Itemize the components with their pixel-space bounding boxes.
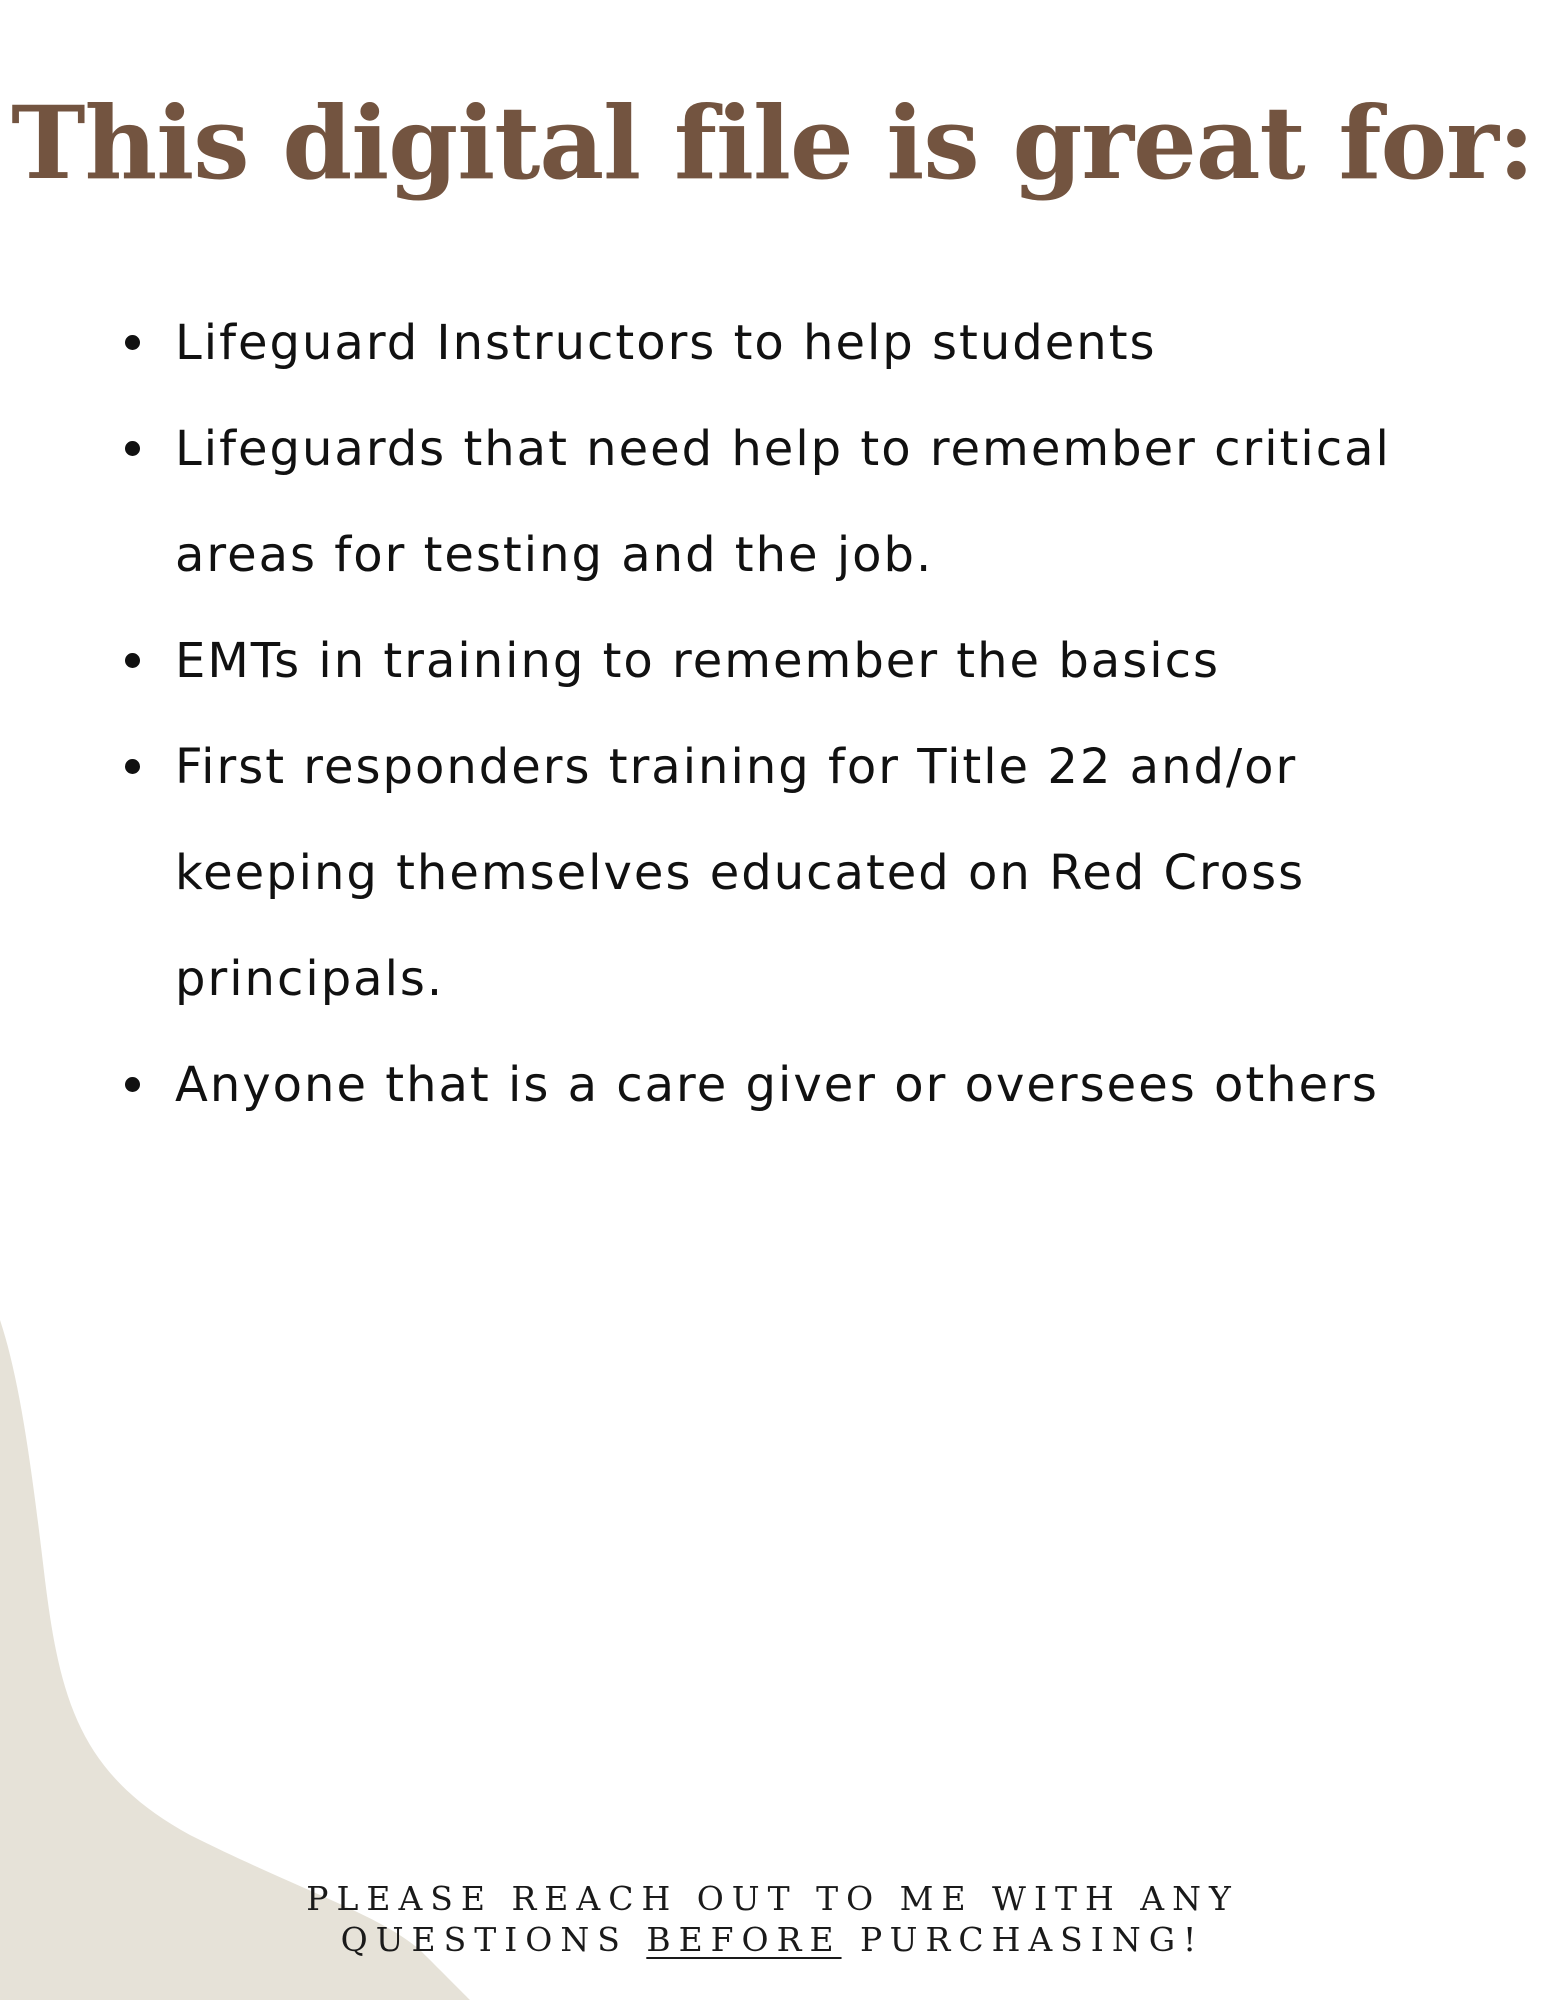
contact-note: [0, 1878, 1545, 1960]
emphasis-before: BEFORE: [646, 1920, 842, 1959]
contact-note-line-1: PLEASE REACH OUT TO ME WITH ANY: [306, 1879, 1239, 1918]
list-item-text: Lifeguard Instructors to help students: [175, 315, 1157, 371]
bullet-dot-icon: [125, 441, 140, 456]
bullet-dot-icon: [125, 759, 140, 774]
list-item: [175, 714, 1475, 1032]
list-item: [175, 1032, 1475, 1138]
contact-note-line-2: [0, 1919, 1545, 1960]
bullet-dot-icon: [125, 653, 140, 668]
bullet-dot-icon: [125, 335, 140, 350]
list-item: [175, 608, 1475, 714]
list-item-text: First responders training for Title 22 and/or keeping themselves educated on Red Cross principals.: [175, 739, 1306, 1007]
contact-note-text: PURCHASING!: [841, 1920, 1205, 1959]
page-title: This digital file is great for:: [11, 84, 1534, 202]
list-item-text: EMTs in training to remember the basics: [175, 633, 1220, 689]
list-item-text: Anyone that is a care giver or oversees others: [175, 1057, 1379, 1113]
list-item: [175, 396, 1475, 608]
list-item: [175, 290, 1475, 396]
list-item-text: Lifeguards that need help to remember critical areas for testing and the job.: [175, 421, 1391, 583]
use-case-list: [175, 290, 1475, 1138]
contact-note-text: QUESTIONS: [340, 1920, 647, 1959]
bullet-dot-icon: [125, 1077, 140, 1092]
